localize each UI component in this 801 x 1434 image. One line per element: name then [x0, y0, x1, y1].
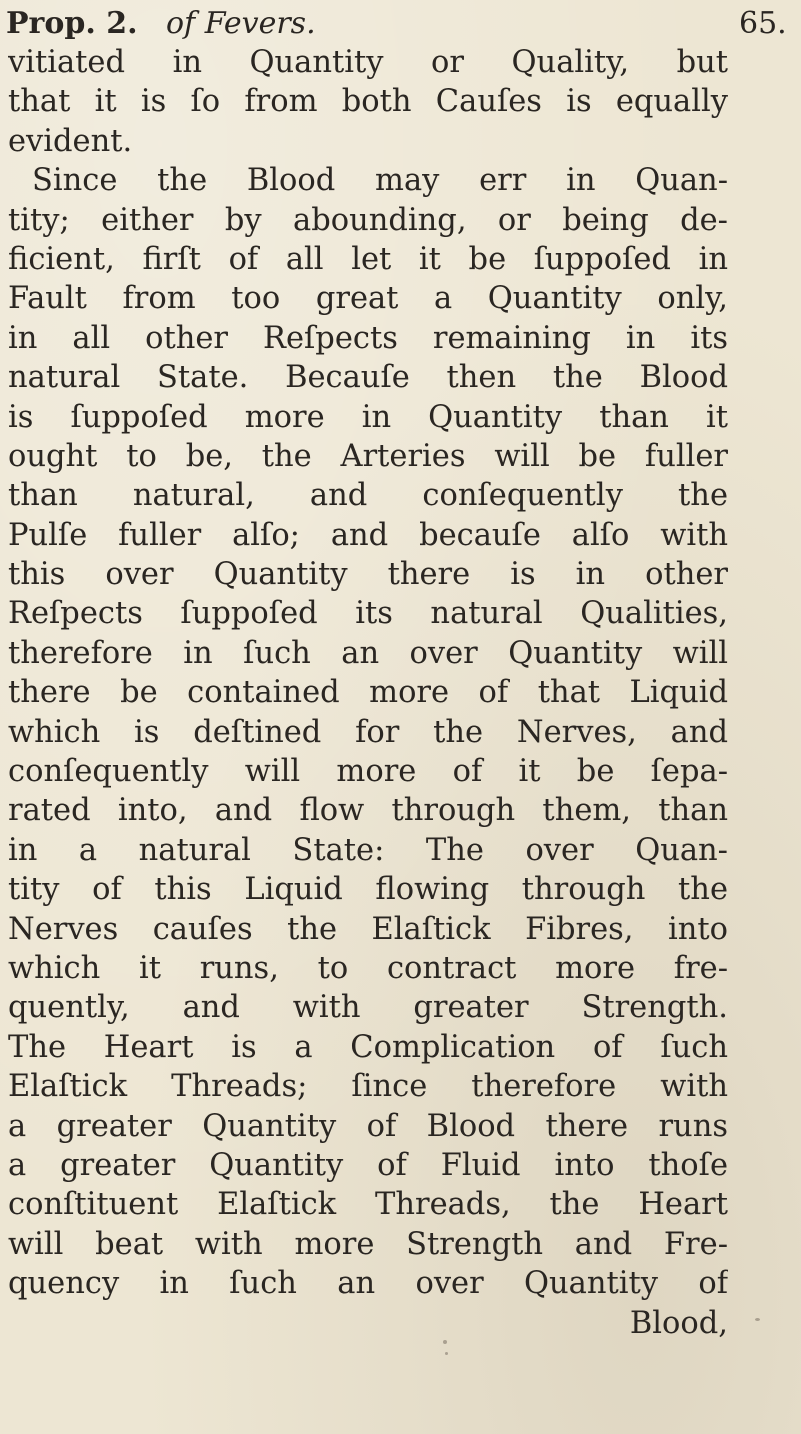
text-line: than natural, and conſequently the	[8, 478, 728, 514]
text-line: Fault from too great a Quantity only,	[8, 281, 728, 317]
text-line: a greater Quantity of Fluid into thoſe	[8, 1147, 728, 1183]
catchword: Blood,	[629, 1305, 728, 1341]
text-line: Elaſtick Threads; ſince therefore with	[8, 1069, 728, 1105]
text-line: in a natural State: The over Quan-	[8, 832, 728, 868]
text-line: evident.	[8, 123, 133, 159]
body-text	[8, 43, 728, 1343]
text-line: is ſuppoſed more in Quantity than it	[8, 399, 728, 435]
page-number: 65.	[739, 6, 787, 41]
text-line: that it is ſo from both Cauſes is equally	[8, 84, 728, 120]
text-line: which it runs, to contract more fre-	[8, 950, 728, 986]
text-line: ought to be, the Arteries will be fuller	[8, 438, 728, 474]
text-line: vitiated in Quantity or Quality, but	[8, 45, 728, 80]
text-line: natural State. Becauſe then the Blood	[8, 360, 728, 396]
text-line: quency in ſuch an over Quantity of	[8, 1266, 728, 1302]
text-line: therefore in ſuch an over Quantity will	[8, 635, 728, 671]
text-line: tity; either by abounding, or being de-	[8, 202, 728, 238]
text-line: ficient, firſt of all let it be ſuppoſed in	[8, 241, 728, 277]
text-line: Pulſe fuller alſo; and becauſe alſo with	[8, 517, 728, 553]
text-line: quently, and with greater Strength.	[8, 990, 728, 1026]
text-line: this over Quantity there is in other	[8, 557, 728, 593]
text-line: in all other Reſpects remaining in its	[8, 320, 728, 356]
text-line: a greater Quantity of Blood there runs	[8, 1108, 728, 1144]
text-line: tity of this Liquid flowing through the	[8, 872, 728, 908]
running-head	[6, 4, 796, 44]
text-line: Nerves cauſes the Elaſtick Fibres, into	[8, 911, 728, 947]
text-line: which is deſtined for the Nerves, and	[8, 714, 728, 750]
text-line: will beat with more Strength and Fre-	[8, 1226, 728, 1262]
running-title: of Fevers.	[166, 6, 316, 41]
ink-speck	[443, 1340, 447, 1344]
text-line: there be contained more of that Liquid	[8, 675, 728, 711]
text-line: Since the Blood may err in Quan-	[32, 163, 728, 199]
text-line: conſtituent Elaſtick Threads, the Heart	[8, 1187, 728, 1223]
ink-speck	[445, 1352, 448, 1355]
ink-speck	[755, 1318, 760, 1321]
text-line: Reſpects ſuppoſed its natural Qualities,	[8, 596, 728, 632]
text-line: The Heart is a Complication of ſuch	[8, 1029, 728, 1065]
proposition-label: Prop. 2.	[6, 6, 138, 41]
text-line: rated into, and flow through them, than	[8, 793, 728, 829]
text-line: conſequently will more of it be ſepa-	[8, 754, 728, 790]
